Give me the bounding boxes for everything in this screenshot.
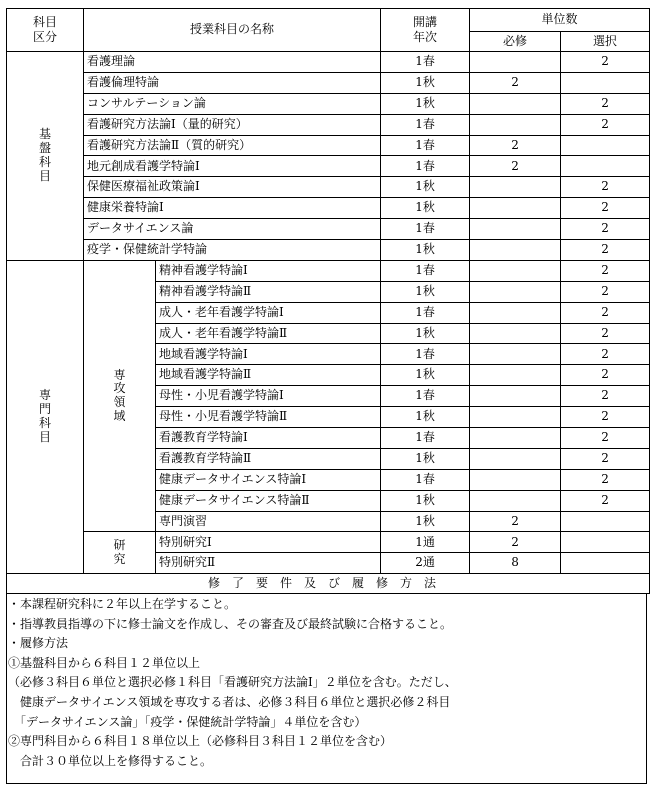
category-research [84, 532, 156, 574]
course-required-credits [470, 114, 561, 135]
table-row [7, 114, 650, 135]
course-name: 地域看護学特論Ⅱ [156, 365, 381, 386]
course-elective-credits [561, 532, 650, 553]
course-year: 1秋 [381, 93, 470, 114]
course-elective-credits: 2 [561, 323, 650, 344]
course-year: 1春 [381, 260, 470, 281]
course-name: 地元創成看護学特論Ⅰ [84, 156, 381, 177]
table-row [7, 135, 650, 156]
course-required-credits [470, 219, 561, 240]
course-year: 1秋 [381, 490, 470, 511]
course-name: 精神看護学特論Ⅱ [156, 281, 381, 302]
table-row [7, 260, 650, 281]
course-elective-credits: 2 [561, 302, 650, 323]
course-required-credits: 2 [470, 135, 561, 156]
course-year: 1秋 [381, 240, 470, 261]
course-elective-credits: 2 [561, 448, 650, 469]
course-required-credits [470, 407, 561, 428]
category-specialty-char: 専 [38, 388, 51, 403]
category-area-char: 専 [113, 367, 126, 382]
course-name: 母性・小児看護学特論Ⅱ [156, 407, 381, 428]
course-name: 看護研究方法論Ⅱ（質的研究） [84, 135, 381, 156]
course-elective-credits: 2 [561, 260, 650, 281]
table-row [7, 156, 650, 177]
header-year-line1: 開講 [413, 15, 438, 29]
course-year: 1春 [381, 344, 470, 365]
course-elective-credits: 2 [561, 407, 650, 428]
course-required-credits [470, 386, 561, 407]
course-elective-credits: 2 [561, 428, 650, 449]
course-elective-credits [561, 553, 650, 574]
category-specialty-char: 門 [38, 402, 51, 417]
category-area [84, 260, 156, 532]
course-elective-credits: 2 [561, 198, 650, 219]
course-year: 1春 [381, 469, 470, 490]
category-basic-char: 基 [38, 127, 51, 142]
course-elective-credits: 2 [561, 93, 650, 114]
course-name: 看護理論 [84, 52, 381, 73]
note-line: ②専門科目から６科目１８単位以上（必修科目３科目１２単位を含む） [8, 734, 393, 749]
header-required: 必修 [470, 32, 561, 52]
course-year: 1秋 [381, 281, 470, 302]
course-required-credits [470, 428, 561, 449]
course-name: 健康データサイエンス特論Ⅱ [156, 490, 381, 511]
course-year: 1春 [381, 386, 470, 407]
header-year [381, 9, 470, 52]
course-required-credits: 8 [470, 553, 561, 574]
course-year: 1秋 [381, 198, 470, 219]
course-elective-credits [561, 135, 650, 156]
requirements-notes [6, 593, 647, 784]
course-year: 2通 [381, 553, 470, 574]
category-basic-char: 目 [38, 168, 51, 183]
course-year: 1春 [381, 52, 470, 73]
note-line: ①基盤科目から６科目１２単位以上 [8, 655, 201, 670]
course-name: 母性・小児看護学特論Ⅰ [156, 386, 381, 407]
header-category-line2: 区分 [32, 30, 57, 44]
course-required-credits [470, 93, 561, 114]
course-name: データサイエンス論 [84, 219, 381, 240]
table-row [7, 219, 650, 240]
course-required-credits [470, 240, 561, 261]
curriculum-table [6, 8, 650, 594]
header-category [7, 9, 84, 52]
course-name: 特別研究Ⅱ [156, 553, 381, 574]
note-line: ・履修方法 [8, 636, 69, 651]
course-name: 特別研究Ⅰ [156, 532, 381, 553]
course-required-credits [470, 198, 561, 219]
table-row [7, 72, 650, 93]
course-required-credits [470, 365, 561, 386]
course-required-credits [470, 177, 561, 198]
course-elective-credits: 2 [561, 177, 650, 198]
course-year: 1春 [381, 135, 470, 156]
note-line: 合計３０単位以上を修得すること。 [8, 753, 213, 768]
course-required-credits [470, 344, 561, 365]
course-name: 健康データサイエンス特論Ⅰ [156, 469, 381, 490]
category-specialty [7, 260, 84, 573]
course-elective-credits [561, 511, 650, 532]
course-elective-credits: 2 [561, 344, 650, 365]
category-specialty-char: 目 [38, 429, 51, 444]
course-year: 1通 [381, 532, 470, 553]
header-category-line1: 科目 [32, 15, 57, 29]
note-line: ・本課程研究科に２年以上在学すること。 [8, 597, 237, 611]
course-year: 1春 [381, 114, 470, 135]
course-name: 専門演習 [156, 511, 381, 532]
course-elective-credits: 2 [561, 281, 650, 302]
course-name: コンサルテーション論 [84, 93, 381, 114]
course-required-credits [470, 281, 561, 302]
table-row [7, 198, 650, 219]
category-area-char: 域 [113, 408, 126, 423]
course-required-credits [470, 448, 561, 469]
course-name: 看護倫理特論 [84, 72, 381, 93]
course-year: 1春 [381, 219, 470, 240]
course-name: 看護研究方法論Ⅰ（量的研究） [84, 114, 381, 135]
course-year: 1秋 [381, 323, 470, 344]
course-elective-credits: 2 [561, 114, 650, 135]
category-research-char: 研 [113, 538, 126, 553]
course-elective-credits: 2 [561, 386, 650, 407]
table-row [7, 93, 650, 114]
course-required-credits [470, 302, 561, 323]
category-basic-char: 盤 [38, 141, 51, 156]
course-year: 1春 [381, 302, 470, 323]
category-research-char: 究 [113, 551, 126, 566]
header-year-line2: 年次 [413, 30, 438, 44]
note-line: 「データサイエンス論」「疫学・保健統計学特論」４単位を含む） [8, 714, 367, 729]
category-basic [7, 52, 84, 261]
course-required-credits [470, 469, 561, 490]
course-year: 1秋 [381, 365, 470, 386]
course-elective-credits: 2 [561, 365, 650, 386]
course-elective-credits: 2 [561, 240, 650, 261]
course-year: 1秋 [381, 72, 470, 93]
header-elective: 選択 [561, 32, 650, 52]
course-year: 1春 [381, 156, 470, 177]
course-required-credits: 2 [470, 156, 561, 177]
course-elective-credits: 2 [561, 469, 650, 490]
course-elective-credits: 2 [561, 490, 650, 511]
course-name: 看護教育学特論Ⅰ [156, 428, 381, 449]
course-elective-credits: 2 [561, 52, 650, 73]
course-name: 疫学・保健統計学特論 [84, 240, 381, 261]
course-required-credits [470, 490, 561, 511]
requirements-title: 修了要件及び履修方法 [7, 574, 650, 594]
table-row [7, 177, 650, 198]
course-year: 1秋 [381, 407, 470, 428]
course-elective-credits [561, 156, 650, 177]
course-required-credits: 2 [470, 511, 561, 532]
course-name: 健康栄養特論Ⅰ [84, 198, 381, 219]
category-specialty-char: 科 [38, 416, 51, 431]
course-required-credits: 2 [470, 532, 561, 553]
course-name: 看護教育学特論Ⅱ [156, 448, 381, 469]
course-elective-credits: 2 [561, 219, 650, 240]
course-year: 1秋 [381, 177, 470, 198]
note-line: 健康データサイエンス領域を専攻する者は、必修３科目６単位と選択必修２科目 [8, 694, 451, 709]
course-required-credits [470, 260, 561, 281]
course-name: 保健医療福祉政策論Ⅰ [84, 177, 381, 198]
table-row [7, 52, 650, 73]
course-required-credits: 2 [470, 72, 561, 93]
course-required-credits [470, 323, 561, 344]
course-name: 成人・老年看護学特論Ⅰ [156, 302, 381, 323]
header-credits: 単位数 [470, 9, 650, 32]
table-row [7, 532, 650, 553]
category-area-char: 領 [113, 395, 126, 410]
category-area-char: 攻 [113, 381, 126, 396]
course-year: 1秋 [381, 511, 470, 532]
category-basic-char: 科 [38, 154, 51, 169]
note-line: （必修３科目６単位と選択必修１科目「看護研究方法論Ⅰ」２単位を含む。ただし、 [8, 675, 457, 690]
course-year: 1秋 [381, 448, 470, 469]
course-name: 地域看護学特論Ⅰ [156, 344, 381, 365]
course-name: 成人・老年看護学特論Ⅱ [156, 323, 381, 344]
course-required-credits [470, 52, 561, 73]
course-year: 1春 [381, 428, 470, 449]
table-row [7, 240, 650, 261]
course-elective-credits [561, 72, 650, 93]
course-name: 精神看護学特論Ⅰ [156, 260, 381, 281]
header-course-name: 授業科目の名称 [84, 9, 381, 52]
note-line: ・指導教員指導の下に修士論文を作成し、その審査及び最終試験に合格すること。 [8, 616, 453, 631]
